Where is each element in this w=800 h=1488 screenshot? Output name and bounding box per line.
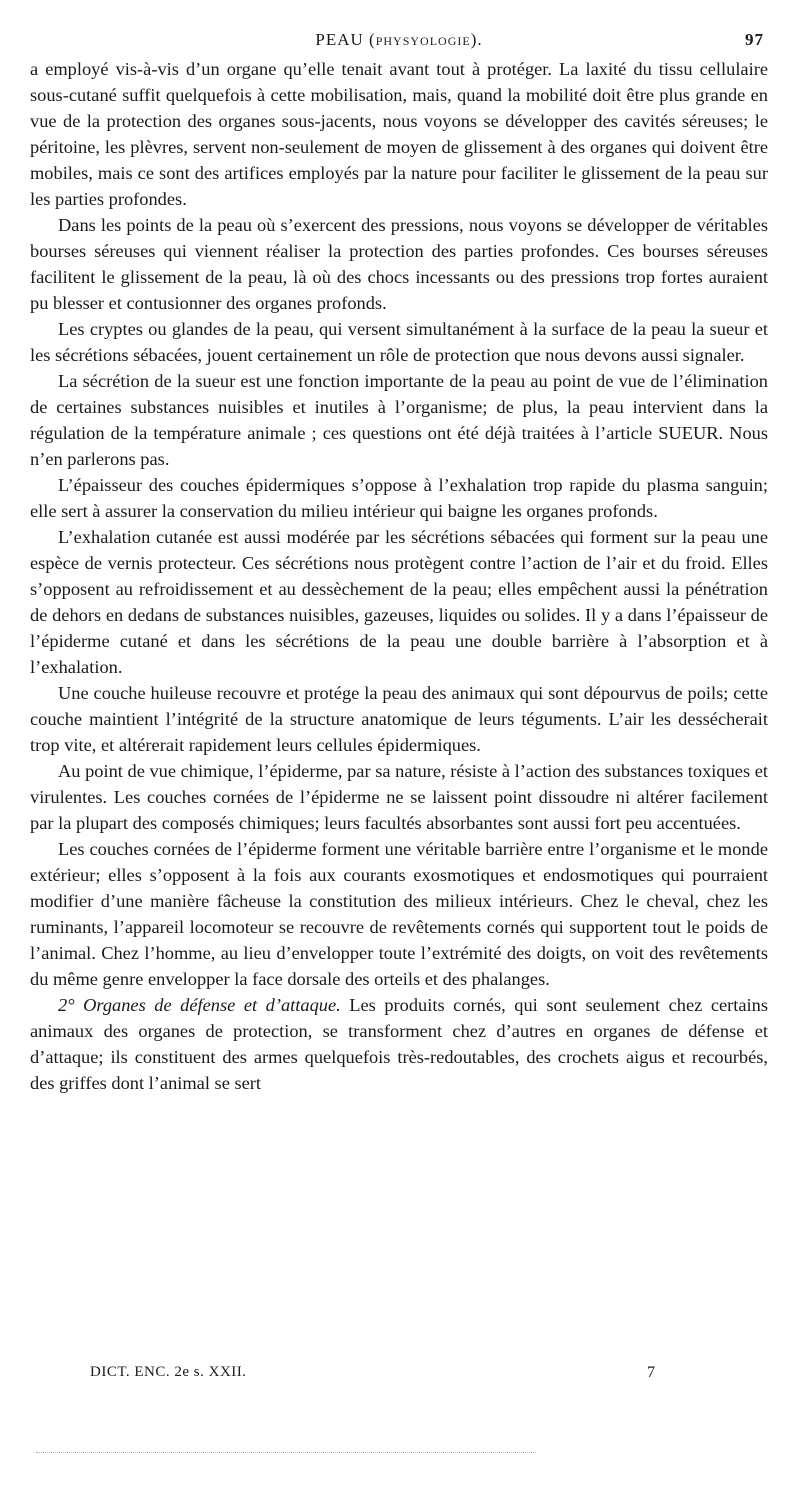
running-header [30, 30, 768, 56]
running-title-sub: PHYSYOLOGIE [375, 34, 471, 48]
paragraph: Les couches cornées de l’épiderme forment une véritable barrière entre l’organisme et le monde extérieur; elles s’opposent à la fois aux courants exosmotiques et endosmotiques qui pourraient modifier d’une manière fâcheuse la constitution des milieux intérieurs. Chez le cheval, chez les ruminants, l’appareil locomoteur se recouvre de revêtements cornés qui supportent tout le poids de l’animal. Chez l’homme, au lieu d’envelopper toute l’extrémité des doigts, on voit des revêtements du même genre envelopper la face dorsale des orteils et des phalanges. [30, 839, 768, 989]
bottom-rule [36, 1452, 536, 1453]
paragraph: L’épaisseur des couches épidermiques s’oppose à l’exhalation trop rapide du plasma sanguin; elle sert à assurer la conservation du milieu intérieur qui baigne les organes profonds. [30, 475, 768, 521]
running-title [30, 30, 768, 50]
paragraph: Une couche huileuse recouvre et protége la peau des animaux qui sont dépourvus de poils; cette couche maintient l’intégrité de la structure anatomique de leurs téguments. L’air les dessécherait trop vite, et altérerait rapidement leurs cellules épidermiques. [30, 683, 768, 755]
signature-number: 7 [647, 1364, 655, 1381]
paragraph: L’exhalation cutanée est aussi modérée par les sécrétions sébacées qui forment sur la peau une espèce de vernis protecteur. Ces sécrétions nous protègent contre l’action de l’air et du froid. Elles s’opposent au refroidissement et au dessèchement de la peau; elles empêchent aussi la pénétration de dehors en dedans de substances nuisibles, gazeuses, liquides ou solides. Il y a dans l’épaisseur de l’épiderme cutané et dans les sécrétions de la peau une double barrière à l’absorption et à l’exhalation. [30, 527, 768, 677]
page [30, 30, 768, 1096]
section-text: Les produits cornés, qui sont seulement chez certains animaux des organes de protection, se transforment chez d’autres en organes de défense et d’attaque; ils constituent des armes quelquefois très-redoutables, des crochets aigus et recourbés, des griffes dont l’animal se sert [30, 995, 768, 1093]
paragraph: Au point de vue chimique, l’épiderme, par sa nature, résiste à l’action des substances toxiques et virulentes. Les couches cornées de l’épiderme ne se laissent point dissoudre ni altérer facilement par la plupart des composés chimiques; leurs facultés absorbantes sont aussi fort peu accentuées. [30, 761, 768, 833]
paragraph: Les cryptes ou glandes de la peau, qui versent simultanément à la surface de la peau la sueur et les sécrétions sébacées, jouent certainement un rôle de protection que nous devons aussi signaler. [30, 319, 768, 365]
section-heading: 2° Organes de défense et d’attaque. [58, 995, 341, 1015]
running-title-end: ). [470, 30, 483, 49]
paragraph: Dans les points de la peau où s’exercent des pressions, nous voyons se développer de véritables bourses séreuses qui viennent réaliser la protection des parties profondes. Ces bourses séreuses facilitent le glissement de la peau, là où des chocs incessants ou des pressions trop fortes auraient pu blesser et contusionner des organes profonds. [30, 215, 768, 313]
paragraph: a employé vis-à-vis d’un organe qu’elle tenait avant tout à protéger. La laxité du tissu cellulaire sous-cutané suffit quelquefois à cette mobilisation, mais, quand la mobilité doit être plus grande en vue de la protection des organes sous-jacents, nous voyons se développer des cavités séreuses; le péritoine, les plèvres, servent non-seulement de moyen de glissement à des organes qui doivent être mobiles, mais ce sont des artifices employés par la nature pour faciliter le glissement de la peau sur les parties profondes. [30, 59, 768, 209]
signature-mark: DICT. ENC. 2e s. XXII. [90, 1364, 247, 1380]
page-number: 97 [745, 30, 764, 49]
running-title-main: PEAU ( [315, 30, 376, 49]
section-paragraph [30, 992, 768, 1096]
paragraph: La sécrétion de la sueur est une fonction importante de la peau au point de vue de l’élimination de certaines substances nuisibles et inutiles à l’organisme; de plus, la peau intervient dans la régulation de la température animale ; ces questions ont été déjà traitées à l’article SUEUR. Nous n’en parlerons pas. [30, 371, 768, 469]
body-text [30, 56, 768, 1096]
